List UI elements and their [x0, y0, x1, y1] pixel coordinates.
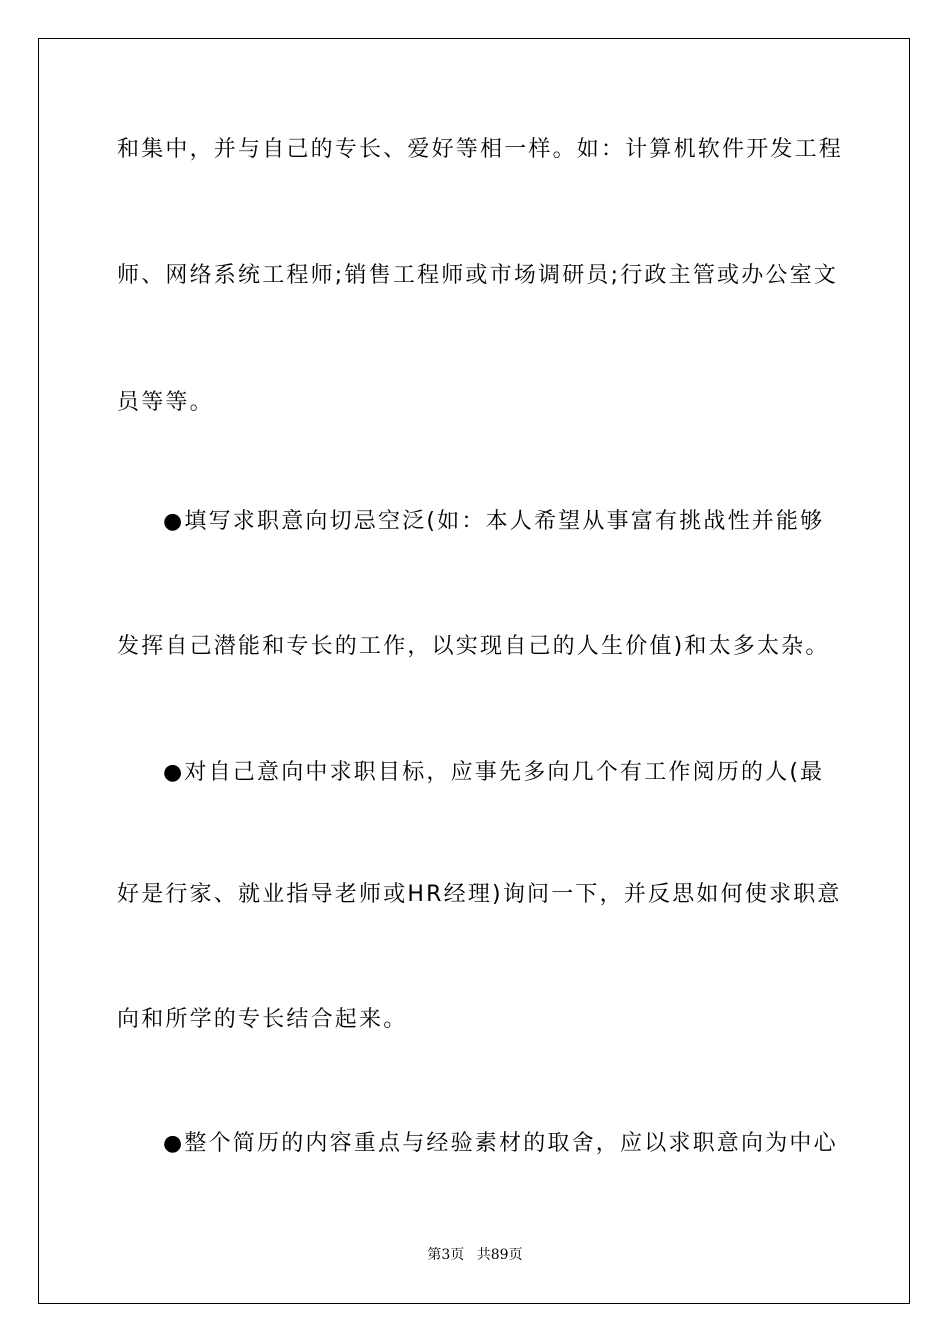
text-line: 发挥自己潜能和专长的工作，以实现自己的人生价值)和太多太杂。 — [117, 634, 830, 659]
page-total: 共89页 — [476, 1247, 523, 1263]
text-line: ●整个简历的内容重点与经验素材的取舍，应以求职意向为中心 — [163, 1131, 838, 1156]
text-line: 和集中，并与自己的专长、爱好等相一样。如：计算机软件开发工程 — [117, 137, 844, 162]
text-line: 员等等。 — [117, 390, 214, 415]
text-line: ●对自己意向中求职目标，应事先多向几个有工作阅历的人(最 — [163, 760, 825, 785]
text-line: 师、网络系统工程师;销售工程师或市场调研员;行政主管或办公室文 — [117, 263, 839, 288]
text-line: 好是行家、就业指导老师或HR经理)询问一下，并反思如何使求职意 — [117, 882, 842, 907]
page-border — [38, 38, 910, 1304]
text-line: 向和所学的专长结合起来。 — [117, 1007, 408, 1032]
page-number: 第3页 — [427, 1247, 465, 1263]
page-footer — [0, 1244, 950, 1264]
text-line: ●填写求职意向切忌空泛(如：本人希望从事富有挑战性并能够 — [163, 509, 825, 534]
